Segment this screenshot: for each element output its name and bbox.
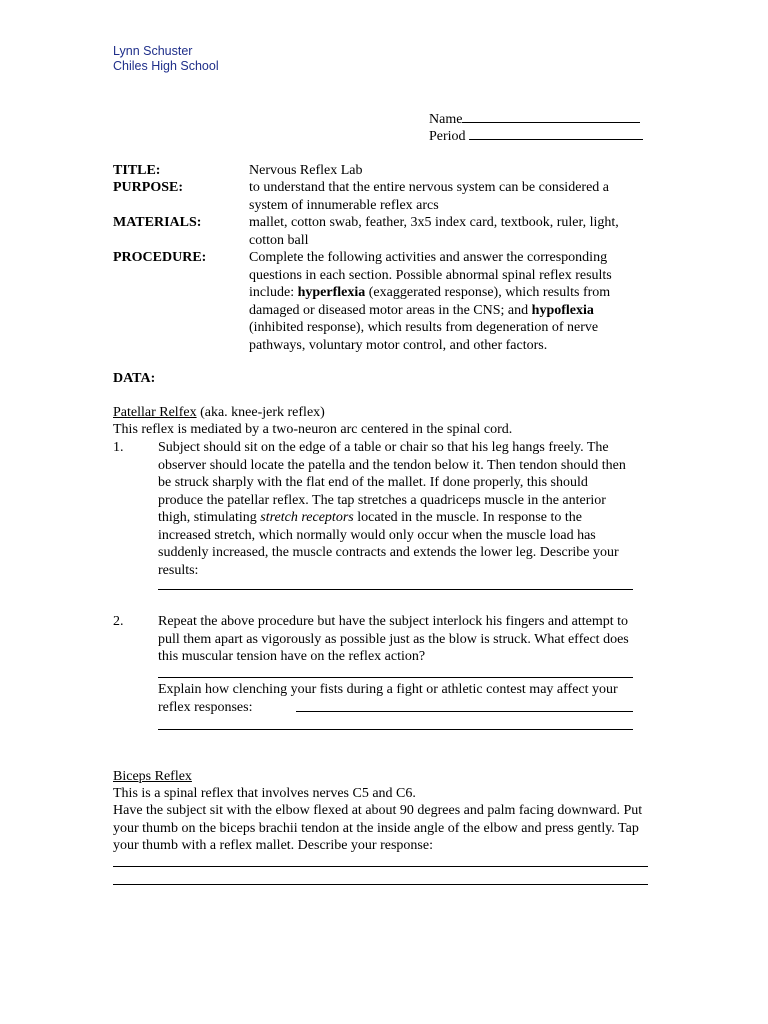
title-label: TITLE: <box>113 163 161 178</box>
procedure-text-1: Complete the following activities and answer the corresponding questions in each section. Possible abnormal spinal reflex results include: <box>249 250 612 300</box>
procedure-text-3: (inhibited response), which results from degeneration of nerve pathways, voluntary motor control, and other factors. <box>249 320 599 353</box>
biceps-heading: Biceps Reflex <box>113 769 192 784</box>
item-2-followup-line-2[interactable] <box>158 729 633 730</box>
stretch-receptors-term: stretch receptors <box>260 510 354 525</box>
materials-label: MATERIALS: <box>113 215 202 230</box>
period-blank[interactable] <box>469 127 643 140</box>
patellar-heading-line <box>113 404 653 422</box>
item-2-answer-line[interactable] <box>158 677 633 678</box>
item-1-text-b: located in the muscle. In response to the increased stretch, which normally would only occur when the muscle load has suddenly increased, the muscle contracts and extends the lower leg. Describe your results: <box>158 510 619 578</box>
biceps-text: Have the subject sit with the elbow flexed at about 90 degrees and palm facing downward. Put your thumb on the biceps brachii tendon at the inside angle of the elbow and press gently. Tap your thumb with a reflex mallet. Describe your response: <box>113 803 643 853</box>
purpose-value: to understand that the entire nervous system can be considered a system of innumerable reflex arcs <box>249 180 609 213</box>
procedure-text-2: (exaggerated response), which results from damaged or diseased motor areas in the CNS; and <box>249 285 611 318</box>
title-value: Nervous Reflex Lab <box>249 163 363 178</box>
procedure-label: PROCEDURE: <box>113 250 207 265</box>
name-blank[interactable] <box>462 110 640 123</box>
item-1-text-a: Subject should sit on the edge of a table or chair so that his leg hangs freely. The observer should locate the patella and the tendon below it. Then tendon should then be struck sharply with the flat end of the mallet. If done properly, this should produce the patellar reflex. The tap stretches a quadriceps muscle in the anterior thigh, stimulating <box>158 440 626 525</box>
biceps-heading-line <box>113 768 653 786</box>
item-1-number: 1. <box>113 440 124 455</box>
period-field[interactable] <box>429 127 643 145</box>
item-1-text <box>158 439 636 579</box>
school-name: Chiles High School <box>113 59 219 73</box>
period-label: Period <box>429 129 466 144</box>
hypoflexia-term: hypoflexia <box>531 302 594 318</box>
purpose-label: PURPOSE: <box>113 180 183 195</box>
data-heading: DATA: <box>113 371 156 386</box>
item-1-answer-line[interactable] <box>158 589 633 590</box>
hyperflexia-term: hyperflexia <box>297 285 366 300</box>
item-2-followup-line-1[interactable] <box>296 711 633 712</box>
materials-value: mallet, cotton swab, feather, 3x5 index card, textbook, ruler, light, cotton ball <box>249 215 619 248</box>
patellar-heading-suffix: (aka. knee-jerk reflex) <box>196 405 325 420</box>
patellar-heading: Patellar Relfex <box>113 405 197 420</box>
name-field[interactable] <box>429 110 640 128</box>
item-2-number: 2. <box>113 614 124 629</box>
procedure-value <box>249 249 647 354</box>
biceps-intro: This is a spinal reflex that involves nerves C5 and C6. <box>113 786 416 801</box>
item-2-text: Repeat the above procedure but have the subject interlock his fingers and attempt to pull them apart as vigorously as possible just as the blow is struck. What effect does this muscular tension have on the reflex action? <box>158 614 629 664</box>
item-2-followup: Explain how clenching your fists during a fight or athletic contest may affect your reflex responses: <box>158 682 618 715</box>
name-label: Name <box>429 112 463 127</box>
biceps-answer-line-2[interactable] <box>113 884 648 885</box>
author-name: Lynn Schuster <box>113 44 193 58</box>
author-block <box>113 44 219 74</box>
patellar-intro: This reflex is mediated by a two-neuron arc centered in the spinal cord. <box>113 422 513 437</box>
biceps-answer-line-1[interactable] <box>113 866 648 867</box>
